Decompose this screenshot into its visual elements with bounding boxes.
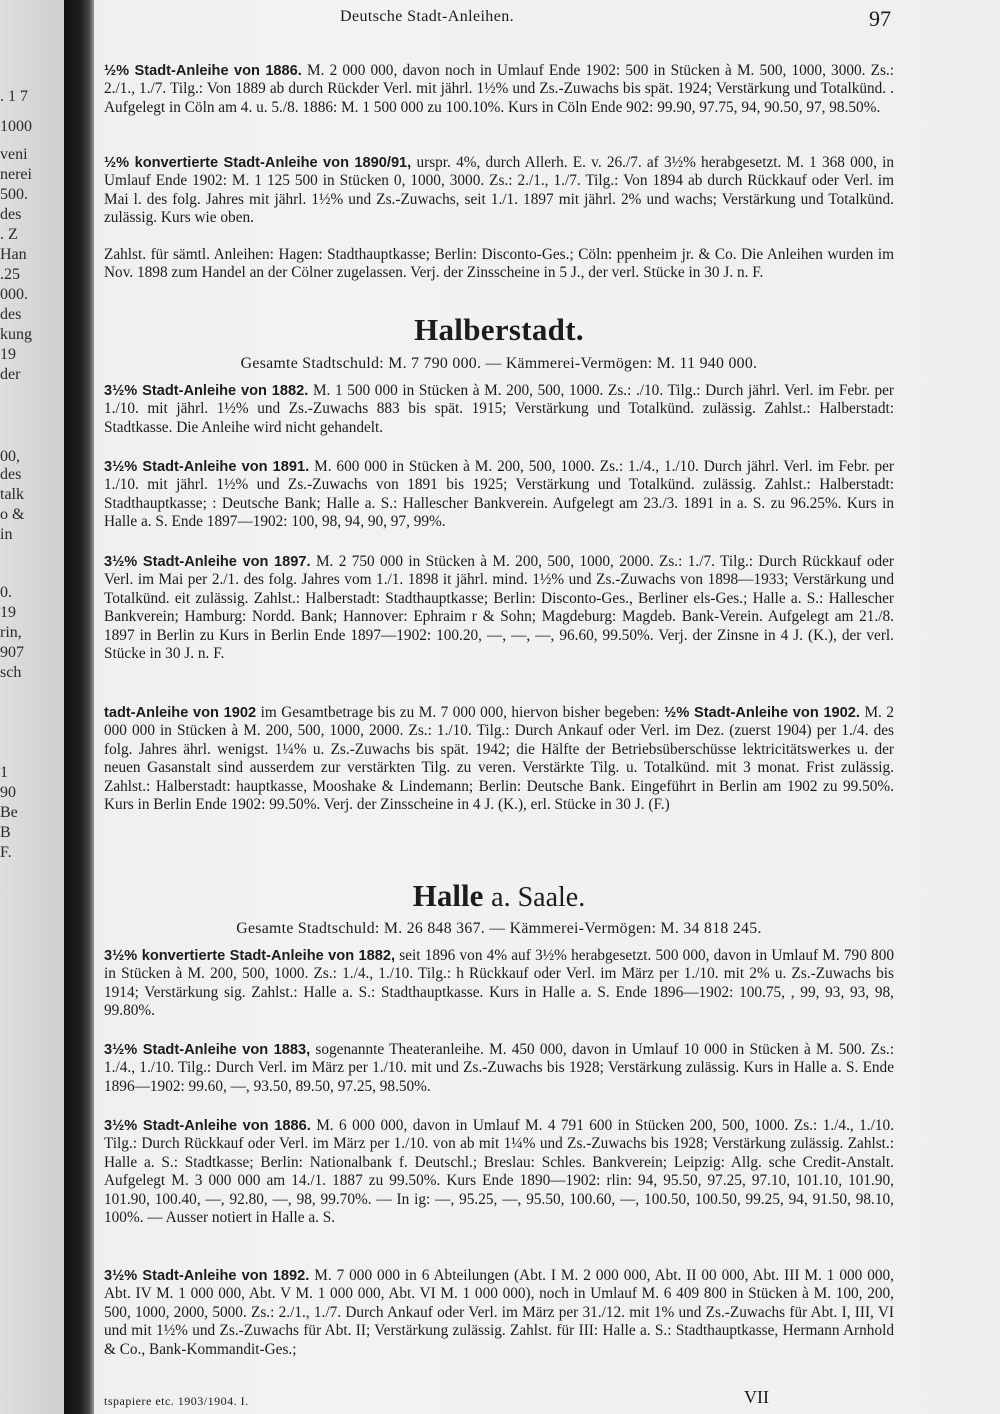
left-page-fragment: 19 <box>0 604 16 621</box>
left-page-fragment: B <box>0 824 11 841</box>
loan-text: M. 2 750 000 in Stücken à M. 200, 500, 1000, 2000. Zs.: 1./7. Tilg.: Durch Rückkauf oder Verl. im Mai per 2./1. des folg. Jahres vom 1./1. 1898 it jährl. mind. 1½% und Zs.-Zuwachs von 1898—1933; Verstärkung und Totalkünd. eit zulässig. Zahlst.: Halberstadt: Stadthauptkasse; Berlin: Disconto-Ges., Berliner els-Ges.; Halle a. S.: Hallescher Bankverein; Hamburg: Nordd. Bank; Hannover: Ephraim r & Sohn; Magdeburg: Magdeb. Bank-Verein. Aufgelegt am 21./8. 1897 in Berlin zu Kurs in Berlin Ende 1897—1902: 100.20, —, —, —, 96.60, 99.50%. Verj. der Zinsne in 4 J. (K.), der verl. Stücke in 30 J. n. F. <box>104 553 894 663</box>
book-spine <box>64 0 94 1414</box>
loan-title: ½% konvertierte Stadt-Anleihe von 1890/91, <box>104 155 412 171</box>
loan-title: 3½% Stadt-Anleihe von 1886. <box>104 1118 311 1134</box>
left-page-fragment: . Z <box>0 226 18 243</box>
city-heading-halle <box>104 878 894 914</box>
city-name: Halle <box>412 878 484 913</box>
left-page-fragment: der <box>0 366 21 383</box>
debt-summary: Gesamte Stadtschuld: M. 26 848 367. — Kämmerei-Vermögen: M. 34 818 245. <box>236 920 762 937</box>
left-page-fragment: des <box>0 306 22 323</box>
loan-entry <box>104 1041 894 1096</box>
footer-left: tspapiere etc. 1903/1904. I. <box>104 1394 249 1408</box>
loan-entry <box>104 947 894 1021</box>
left-page-fragment: o & <box>0 506 25 523</box>
loan-entry <box>104 1267 894 1359</box>
loan-title: tadt-Anleihe von 1902 <box>104 705 257 721</box>
left-page-fragment: talk <box>0 486 24 503</box>
loan-title: 3½% Stadt-Anleihe von 1883, <box>104 1042 311 1058</box>
debt-summary: Gesamte Stadtschuld: M. 7 790 000. — Kämmerei-Vermögen: M. 11 940 000. <box>240 355 758 372</box>
left-page-fragment: .25 <box>0 266 20 283</box>
loan-text: M. 7 000 000 in 6 Abteilungen (Abt. I M. 2 000 000, Abt. II 00 000, Abt. III M. 1 000 000, Abt. IV M. 1 000 000, Abt. V M. 1 000 000, Abt. VI M. 1 000 000), noch in Umlauf M. 6 409 800 in Stücken à M. 100, 200, 500, 1000, 2000, 5000. Zs.: 2./1., 1./7. Durch Ankauf oder Verl. im März per 31./12. mit 1% und Zs.-Zuwachs für Abt. I, III, VI und mit 1½% und Zs.-Zuwachs für Abt. II; Verstärkung zulässig. Zahlst. für III: Halle a. S.: Stadthauptkasse, Hermann Arnhold & Co., Bank-Kommandit-Ges.; <box>104 1267 894 1358</box>
loan-text: seit 1896 von 4% auf 3½% herabgesetzt. 500 000, davon in Umlauf M. 790 800 in Stücken à M. 200, 500, 1000. Zs.: 1./4., 1./10. Tilg.: h Rückkauf oder Verl. im März per 1./10. mit 2% u. Zs.-Zuwachs bis 1914; Verstärkung sig. Zahlst.: Halle a. S.: Stadthauptkasse. Kurs in Halle a. S. Ende 1896—1902: 100.75, , 99, 93, 93, 98, 99.80%. <box>104 947 894 1020</box>
loan-title: 3½% Stadt-Anleihe von 1882. <box>104 383 309 399</box>
left-page-fragment: des <box>0 466 22 483</box>
loan-text: im Gesamtbetrage bis zu M. 7 000 000, hiervon bisher begeben: <box>260 704 665 721</box>
left-page-fragment: . 1 7 <box>0 88 28 105</box>
loan-title: 3½% Stadt-Anleihe von 1891. <box>104 459 310 475</box>
left-page-fragment: in <box>0 526 13 543</box>
loan-title: ½% Stadt-Anleihe von 1902. <box>664 705 860 721</box>
left-page-fragment: nerei <box>0 166 32 183</box>
loan-entry <box>104 704 894 814</box>
left-page-fragment: 1 <box>0 764 8 781</box>
left-page-fragment: F. <box>0 844 12 861</box>
loan-title: 3½% Stadt-Anleihe von 1897. <box>104 554 311 570</box>
signature-mark: VII <box>744 1387 769 1407</box>
left-page-fragment: 90 <box>0 784 16 801</box>
loan-entry <box>104 1117 894 1227</box>
loan-title: 3½% Stadt-Anleihe von 1892. <box>104 1268 310 1284</box>
loan-text: M. 6 000 000, davon in Umlauf M. 4 791 600 in Stücken 200, 500, 1000. Zs.: 1./4., 1./10. Tilg.: Durch Rückkauf oder Verl. im März per 1./10. von ab mit 1¼% und Zs.-Zuwachs bis 1928; Verstärkung zulässig. Zahlst.: Halle a. S.: Stadtkasse; Berlin: Nationalbank f. Deutschl.; Breslau: Schles. Bankverein; Leipzig: Allg. sche Credit-Anstalt. Aufgelegt M. 3 000 000 am 14./1. 1887 zu 99.50%. Kurs Ende 1890—1902: rlin: 94, 95.50, 97.25, 97.10, 101.10, 101.90, 101.90, 100.40, —, 92.80, —, 98, 99.70%. — In ig: —, 95.25, —, 95.50, 100.60, —, 100.50, 100.50, 99.25, 94, 91.50, 98.10, 100%. — Ausser notiert in Halle a. S. <box>104 1117 895 1227</box>
loan-text: M. 2 000 000, davon noch in Umlauf Ende 1902: 500 in Stücken à M. 500, 1000, 3000. Zs.: 2./1., 1./7. Tilg.: Von 1889 ab durch Rückder Verl. mit jährl. 1½% und Zs.-Zuwachs bis spät. 1924; Verstärkung und Totalkünd. . Aufgelegt in Cöln am 4. u. 5./8. 1886: M. 1 500 000 zu 100.10%. Kurs in Cöln Ende 902: 99.90, 97.75, 94, 90.50, 97, 98.50%. <box>104 62 894 116</box>
loan-entry <box>104 382 894 437</box>
loan-text: M. 600 000 in Stücken à M. 200, 500, 1000. Zs.: 1./4., 1./10. Durch jährl. Verl. im Febr. per 1./10. mit jährl. 1½% und Zs.-Zuwachs von 1891 bis 1925; Verstärkung und Totalkünd. zulässig. Zahlst.: Halberstadt: Stadthauptkasse; : Deutsche Bank; Halle a. S.: Hallescher Bankverein. Aufgelegt am 23./3. 1891 in a. S. zu 96.25%. Kurs in Halle a. S. Ende 1897—1902: 100, 98, 94, 90, 97, 99%. <box>104 458 895 531</box>
running-title: Deutsche Stadt-Anleihen. <box>340 8 514 25</box>
loan-entry <box>104 553 894 663</box>
left-page-fragment: 19 <box>0 346 16 363</box>
left-page-fragment: 00, <box>0 448 20 465</box>
loan-entry <box>104 62 894 117</box>
left-page-fragment: 500. <box>0 186 28 203</box>
loan-title: 3½% konvertierte Stadt-Anleihe von 1882, <box>104 948 396 964</box>
left-page-fragment: rin, <box>0 624 22 641</box>
loan-entry <box>104 458 894 532</box>
loan-text: M. 1 500 000 in Stücken à M. 200, 500, 1000. Zs.: ./10. Tilg.: Durch jährl. Verl. im Febr. per 1./10. mit jährl. 1½% und Zs.-Zuwachs 883 bis spät. 1915; Verstärkung und Totalkünd. zulässig. Zahlst.: Halberstadt: Stadtkasse. Die Anleihe wird nicht gehandelt. <box>104 382 894 436</box>
loan-title: ½% Stadt-Anleihe von 1886. <box>104 63 302 79</box>
city-heading-halberstadt: Halberstadt. <box>414 312 584 347</box>
city-suffix: a. Saale. <box>491 882 586 913</box>
left-page-fragment: 1000 <box>0 118 32 135</box>
loan-text: urspr. 4%, durch Allerh. E. v. 26./7. af 3½% herabgesetzt. M. 1 368 000, in Umlauf Ende 1902: M. 1 125 500 in Stücken 0, 1000, 3000. Zs.: 2./1., 1./7. Tilg.: Von 1894 ab durch Rückkauf oder Verl. im Mai l. des folg. Jahres mit jährl. 1½% und Zs.-Zuwachs, seit 1./1. 1897 mit jährl. 2% und wachs; Verstärkung und Totalkünd. zulässig. Kurs wie oben. <box>104 154 895 227</box>
loan-entry <box>104 154 894 228</box>
left-page-fragment: veni <box>0 146 28 163</box>
left-page-fragment: des <box>0 206 22 223</box>
loan-text: M. 2 000 000 in Stücken à M. 200, 500, 1000, 2000. Zs.: 1./10. Tilg.: Durch Ankauf oder Verl. im Dez. (zuerst 1904) per 1./4. des folg. Jahres ährl. wenigst. 1¼% u. Zs.-Zuwachs bis spät. 1942; die Hälfte der Betriebsüberschüsse lektricitätswerkes u. der neuen Gasanstalt sind ausserdem zur verstärkten Tilg. zu veren. Verstärkte Tilg. u. Totalkünd. mit 3 monat. Frist zulässig. Zahlst.: Halberstadt: hauptkasse, Mooshake & Lindemann; Berlin: Deutsche Bank. Eingeführt in Berlin am 1902 zu 99.50%. Kurs in Berlin Ende 1902: 99.50%. Verj. der Zinsscheine in 4 J. (K.), erl. Stücke in 30 J. (F.) <box>104 704 895 814</box>
left-page-fragment: 907 <box>0 644 24 661</box>
page-number: 97 <box>869 6 891 31</box>
left-page-fragment: sch <box>0 664 22 681</box>
left-page-fragment: 000. <box>0 286 28 303</box>
left-page-edge <box>0 0 64 1414</box>
loan-text: sogenannte Theateranleihe. M. 450 000, davon in Umlauf 10 000 in Stücken à M. 500. Zs.: 1./4., 1./10. Tilg.: Durch Verl. im März per 1./10. mit und Zs.-Zuwachs bis 1928; Verstärkung zulässig. Kurs in Halle a. S. Ende 1896—1902: 99.60, —, 93.50, 89.50, 97.25, 98.50%. <box>104 1041 894 1095</box>
left-page-fragment: kung <box>0 326 32 343</box>
loan-text: Zahlst. für sämtl. Anleihen: Hagen: Stadthauptkasse; Berlin: Disconto-Ges.; Cöln: ppenheim jr. & Co. Die Anleihen wurden im Nov. 1898 zum Handel an der Cölner zugelassen. Verj. der Zinsscheine in 5 J., der verl. Stücke in 30 J. n. F. <box>104 246 894 282</box>
left-page-fragment: 0. <box>0 584 12 601</box>
paying-agents-note <box>104 246 894 283</box>
left-page-fragment: Han <box>0 246 27 263</box>
left-page-fragment: Be <box>0 804 18 821</box>
